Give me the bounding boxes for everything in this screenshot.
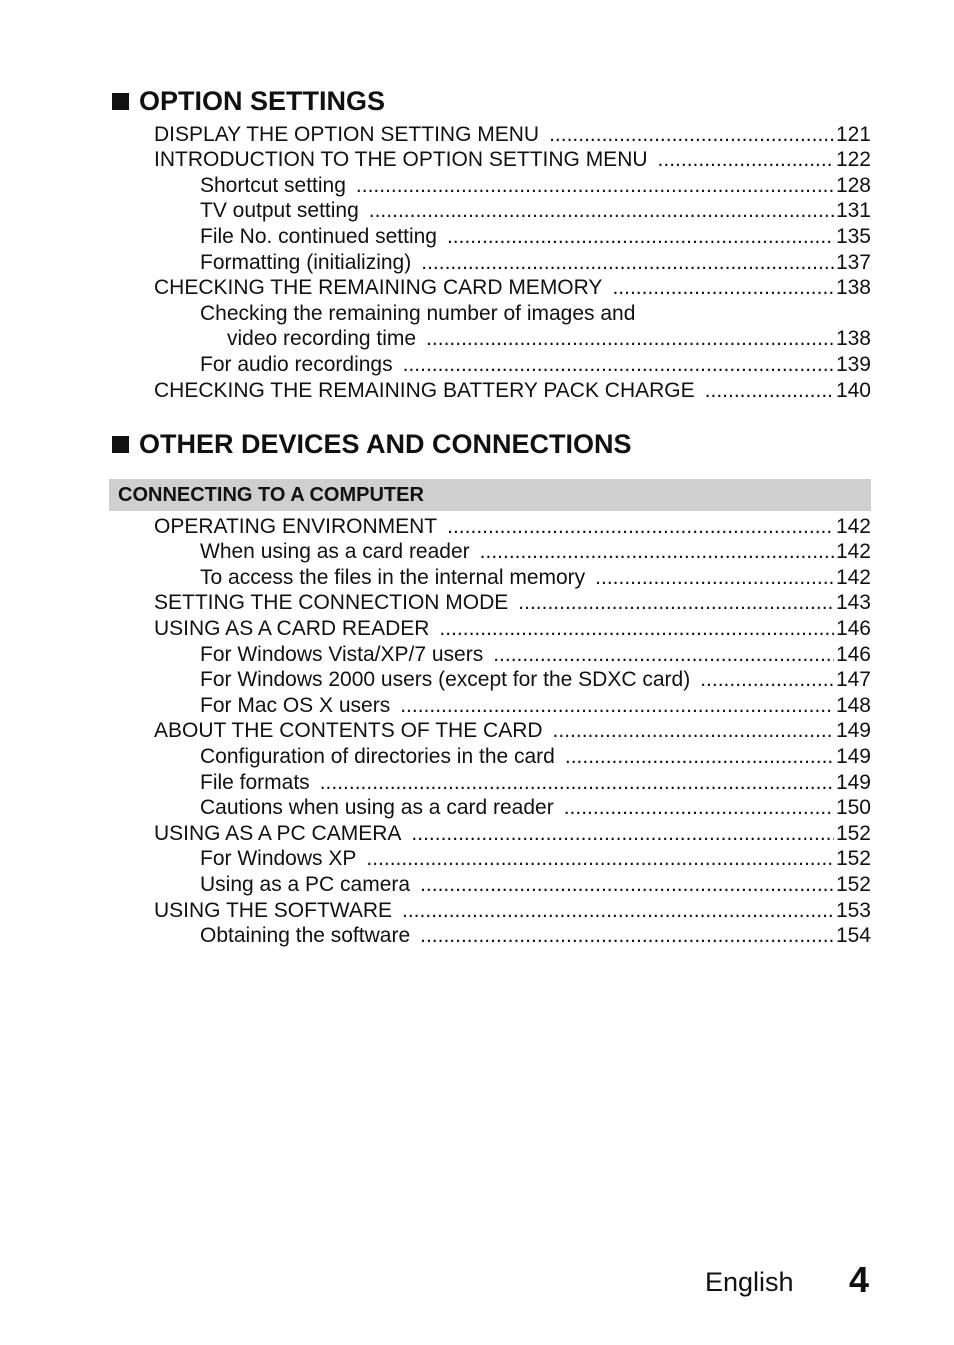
toc-entry-title: For Windows Vista/XP/7 users <box>200 642 484 666</box>
toc-entry <box>109 743 871 769</box>
toc-entry-title: video recording time <box>227 327 417 351</box>
toc-entry <box>109 641 871 667</box>
toc-entry-title: Obtaining the software <box>200 924 411 948</box>
toc-entry <box>109 326 871 352</box>
toc-entry <box>109 923 871 949</box>
dot-leader <box>493 643 834 667</box>
toc-entry-page: 152 <box>835 872 871 896</box>
dot-leader <box>518 591 834 615</box>
section-title: OTHER DEVICES AND CONNECTIONS <box>139 429 632 459</box>
toc-entry-title: DISPLAY THE OPTION SETTING MENU <box>154 122 540 146</box>
toc-entry-title: ABOUT THE CONTENTS OF THE CARD <box>154 719 543 743</box>
toc-entry-title: Using as a PC camera <box>200 872 411 896</box>
toc-entry <box>109 718 871 744</box>
square-bullet-icon <box>112 93 129 110</box>
toc-entry <box>109 377 871 403</box>
dot-leader <box>553 719 834 743</box>
toc-entry-page: 150 <box>835 796 871 820</box>
toc-entry <box>109 539 871 565</box>
toc-entry-title: To access the files in the internal memory <box>200 565 586 589</box>
dot-leader <box>402 899 834 923</box>
toc-entry-title: When using as a card reader <box>200 540 470 564</box>
toc-entry <box>109 513 871 539</box>
dot-leader <box>612 276 834 300</box>
toc-entry-title: SETTING THE CONNECTION MODE <box>154 591 509 615</box>
toc-entry-title: CHECKING THE REMAINING CARD MEMORY <box>154 276 603 300</box>
dot-leader <box>595 566 834 590</box>
subheading-bar <box>109 479 871 511</box>
toc-entry <box>109 564 871 590</box>
toc-entry <box>109 795 871 821</box>
toc-entry-page: 148 <box>835 693 871 717</box>
subheading-connecting-to-computer: CONNECTING TO A COMPUTER <box>118 484 424 506</box>
toc-entry-page: 149 <box>835 770 871 794</box>
dot-leader <box>564 796 834 820</box>
toc-entry-title: For Mac OS X users <box>200 693 391 717</box>
toc-entry-title: OPERATING ENVIRONMENT <box>154 514 438 538</box>
section-heading-other-devices <box>109 428 632 460</box>
section-heading-option-settings <box>109 85 385 117</box>
dot-leader <box>447 225 834 249</box>
toc-entry-page: 139 <box>835 352 871 376</box>
toc-entry-page: 146 <box>835 616 871 640</box>
dot-leader <box>658 148 834 172</box>
toc-entry <box>109 692 871 718</box>
toc-entry-title: File formats <box>200 770 310 794</box>
dot-leader <box>400 694 834 718</box>
toc-entry-title: USING THE SOFTWARE <box>154 898 393 922</box>
toc-entry-page: 152 <box>835 821 871 845</box>
toc-entry <box>109 249 871 275</box>
toc-entry-title: For Windows 2000 users (except for the SDXC card) <box>200 668 691 692</box>
dot-leader <box>549 123 834 147</box>
toc-entry-page: 131 <box>835 199 871 223</box>
dot-leader <box>426 327 834 351</box>
dot-leader <box>320 771 834 795</box>
toc-entry <box>109 871 871 897</box>
toc-entry-page: 142 <box>835 565 871 589</box>
toc-entry <box>109 667 871 693</box>
dot-leader <box>366 847 834 871</box>
toc-entry-page: 149 <box>835 719 871 743</box>
dot-leader <box>411 822 834 846</box>
toc-entry <box>109 590 871 616</box>
toc-entry <box>109 300 871 326</box>
toc-entry <box>109 223 871 249</box>
toc-entry-page: 128 <box>835 173 871 197</box>
toc-entry-title: Formatting (initializing) <box>200 250 412 274</box>
toc-entry-page: 149 <box>835 744 871 768</box>
toc-entry <box>109 198 871 224</box>
dot-leader <box>705 379 834 403</box>
toc-entry-title: CHECKING THE REMAINING BATTERY PACK CHARGE <box>154 378 695 402</box>
dot-leader <box>369 199 834 223</box>
toc-entry-page: 138 <box>835 276 871 300</box>
toc-entry-page: 142 <box>835 540 871 564</box>
dot-leader <box>447 515 834 539</box>
toc-entry <box>109 172 871 198</box>
toc-entry-page: 154 <box>835 924 871 948</box>
section-title: OPTION SETTINGS <box>139 86 386 116</box>
footer-language: English <box>705 1267 794 1297</box>
toc-entry-title: Checking the remaining number of images and <box>200 301 636 325</box>
toc-entry <box>109 897 871 923</box>
dot-leader <box>480 540 834 564</box>
toc-entry-title: For Windows XP <box>200 847 357 871</box>
toc-entry-page: 153 <box>835 898 871 922</box>
square-bullet-icon <box>112 436 129 453</box>
dot-leader <box>403 353 834 377</box>
dot-leader <box>700 668 834 692</box>
toc-entry-title: INTRODUCTION TO THE OPTION SETTING MENU <box>154 148 648 172</box>
toc-entry-title: Shortcut setting <box>200 173 346 197</box>
toc-entry-title: USING AS A PC CAMERA <box>154 821 402 845</box>
toc-entry-page: 142 <box>835 514 871 538</box>
toc-entry-page: 140 <box>835 378 871 402</box>
dot-leader <box>421 251 834 275</box>
toc-entry-page: 121 <box>835 122 871 146</box>
toc-entry <box>109 820 871 846</box>
toc-entry-title: TV output setting <box>200 199 359 223</box>
toc-entry <box>109 769 871 795</box>
toc-entry-page: 143 <box>835 591 871 615</box>
dot-leader <box>420 924 834 948</box>
toc-entry-page: 137 <box>835 250 871 274</box>
dot-leader <box>439 617 834 641</box>
toc-entry <box>109 147 871 173</box>
dot-leader <box>356 174 834 198</box>
toc-entry-title: Cautions when using as a card reader <box>200 796 554 820</box>
toc-entry-page: 138 <box>835 327 871 351</box>
toc-list-other-devices <box>109 513 871 948</box>
toc-entry-page: 147 <box>835 668 871 692</box>
toc-entry <box>109 275 871 301</box>
toc-entry-title: USING AS A CARD READER <box>154 616 430 640</box>
toc-entry-page: 122 <box>835 148 871 172</box>
toc-entry <box>109 351 871 377</box>
toc-entry-title: File No. continued setting <box>200 224 437 248</box>
toc-entry-page: 146 <box>835 642 871 666</box>
toc-entry-title: Configuration of directories in the card <box>200 744 555 768</box>
toc-entry-page: 152 <box>835 847 871 871</box>
page-number: 4 <box>849 1259 870 1300</box>
toc-entry <box>109 121 871 147</box>
toc-list-option-settings <box>109 121 871 403</box>
dot-leader <box>420 873 834 897</box>
toc-entry <box>109 615 871 641</box>
toc-entry <box>109 846 871 872</box>
toc-entry-page: 135 <box>835 224 871 248</box>
dot-leader <box>565 745 834 769</box>
toc-entry-title: For audio recordings <box>200 352 393 376</box>
